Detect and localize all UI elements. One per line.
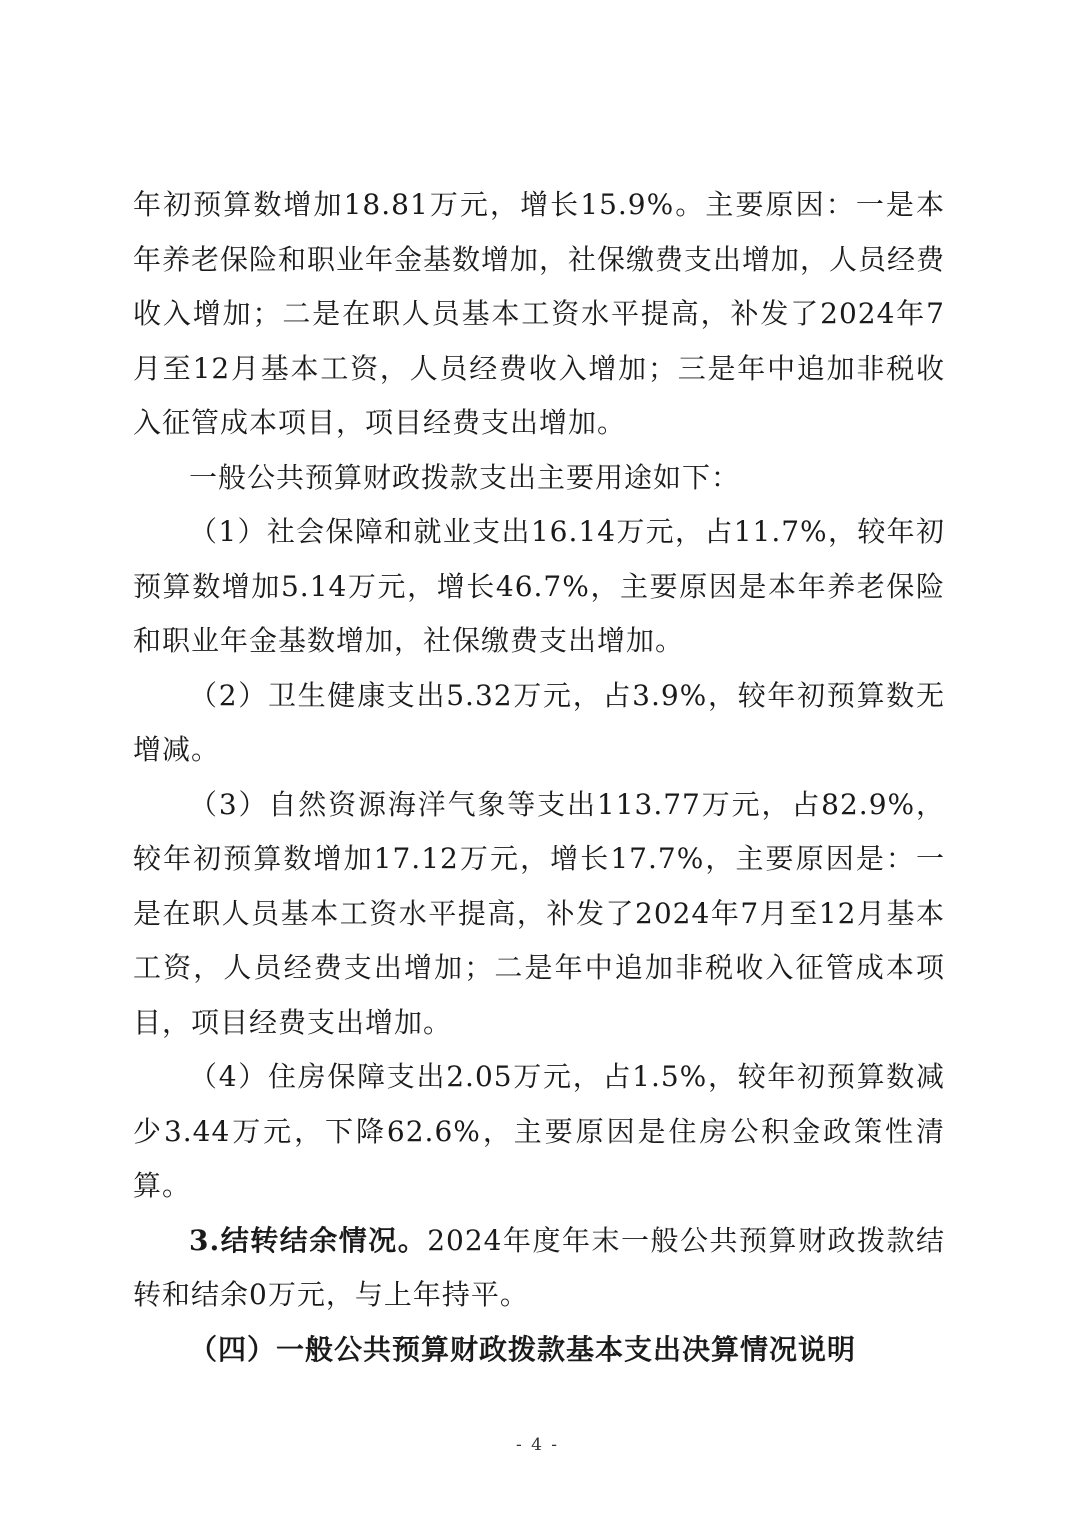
carryover-text: 2024年度年末一般公共预算财政拨款结转和结余0万元，与上年持平。 [133, 1223, 945, 1311]
paragraph-housing: （4）住房保障支出2.05万元，占1.5%，较年初预算数减少3.44万元，下降62.6%，主要原因是住房公积金政策性清算。 [133, 1060, 945, 1202]
section-heading: （四）一般公共预算财政拨款基本支出决算情况说明 [189, 1332, 857, 1366]
carryover-lead: 3.结转结余情况。 [189, 1223, 428, 1257]
paragraph-growth-reasons: 年初预算数增加18.81万元，增长15.9%。主要原因：一是本年养老保险和职业年金基数增加，社保缴费支出增加，人员经费收入增加；二是在职人员基本工资水平提高，补发了2024年7月至12月基本工资，人员经费收入增加；三是年中追加非税收入征管成本项目，项目经费支出增加。 [133, 188, 946, 439]
paragraph-uses-intro: 一般公共预算财政拨款支出主要用途如下： [189, 460, 741, 494]
paragraph-social-security: （1）社会保障和就业支出16.14万元，占11.7%，较年初预算数增加5.14万元，增长46.7%，主要原因是本年养老保险和职业年金基数增加，社保缴费支出增加。 [133, 515, 945, 657]
paragraph-carryover [133, 1214, 945, 1323]
page-number: - 4 - [515, 1435, 560, 1455]
paragraph-health: （2）卫生健康支出5.32万元，占3.9%，较年初预算数无增减。 [133, 678, 945, 766]
document-body [133, 178, 945, 1377]
paragraph-natural-resources: （3）自然资源海洋气象等支出113.77万元，占82.9%，较年初预算数增加17.12万元，增长17.7%，主要原因是：一是在职人员基本工资水平提高，补发了2024年7月至12月基本工资，人员经费支出增加；二是年中追加非税收入征管成本项目，项目经费支出增加。 [133, 787, 945, 1039]
